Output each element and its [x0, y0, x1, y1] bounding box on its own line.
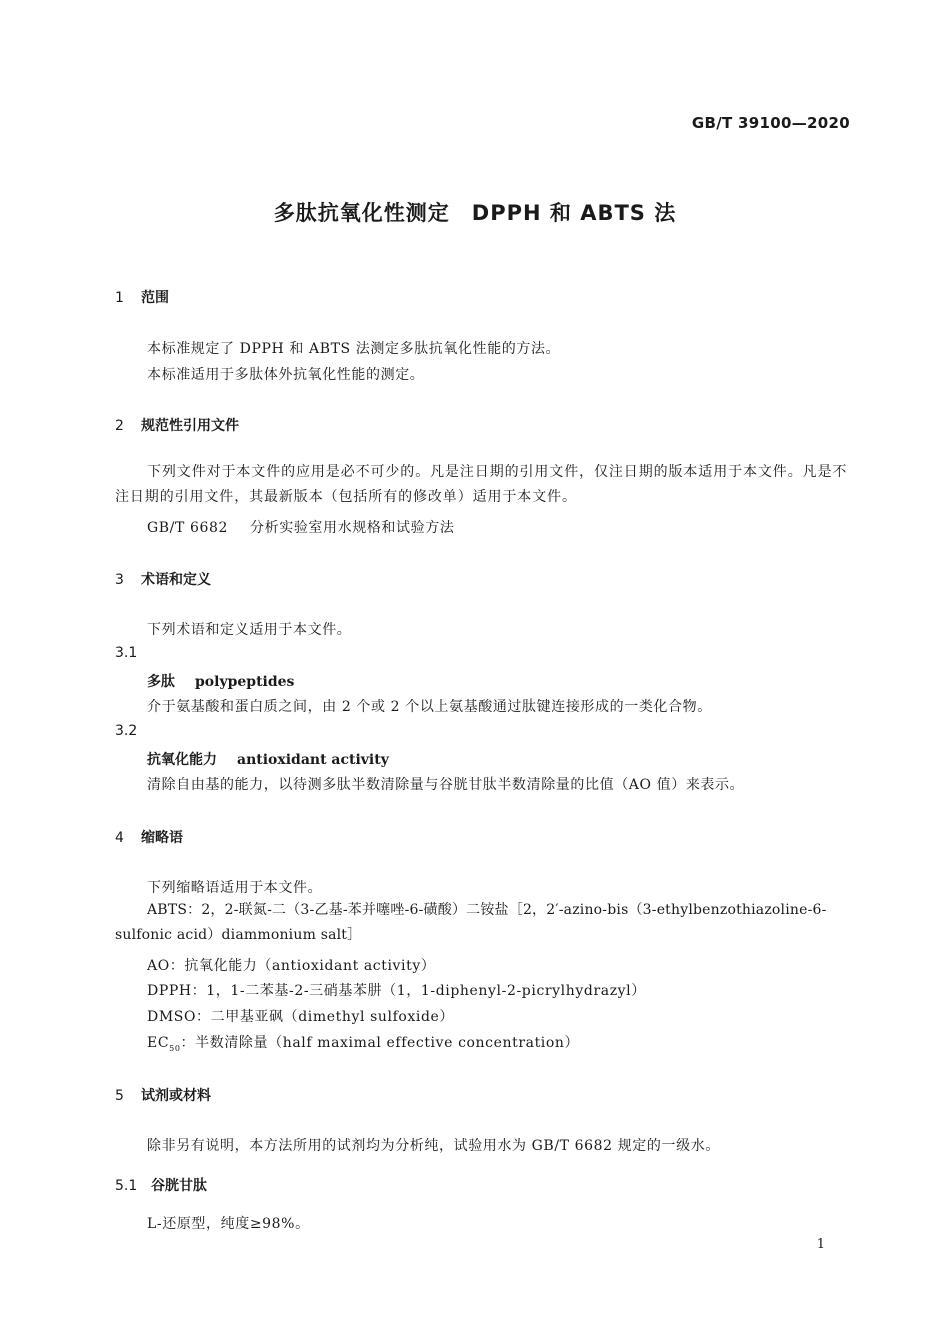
- paragraph: 下列术语和定义适用于本文件。: [147, 622, 352, 638]
- subsection-title: 谷胱甘肽: [151, 1178, 207, 1194]
- term-entry: [147, 671, 294, 691]
- section-title: 范围: [141, 290, 169, 306]
- term-number: 3.2: [115, 723, 138, 739]
- ec-subscript: 50: [169, 1043, 181, 1053]
- section-number: 2: [115, 418, 124, 434]
- section-1-heading: [115, 287, 169, 307]
- paragraph: 本标准规定了 DPPH 和 ABTS 法测定多肽抗氧化性能的方法。: [147, 341, 561, 357]
- section-5-heading: [115, 1085, 211, 1105]
- normative-reference: [147, 517, 454, 537]
- term-definition: 介于氨基酸和蛋白质之间，由 2 个或 2 个以上氨基酸通过肽键连接形成的一类化合物。: [147, 699, 712, 715]
- section-number: 4: [115, 830, 124, 846]
- abbreviation-ec50: [147, 1032, 579, 1053]
- abbreviation-dmso: DMSO：二甲基亚砜（dimethyl sulfoxide）: [147, 1009, 455, 1025]
- paragraph: L-还原型，纯度≥98%。: [147, 1216, 310, 1232]
- term-definition: 清除自由基的能力，以待测多肽半数清除量与谷胱甘肽半数清除量的比值（AO 值）来表示。: [147, 777, 745, 793]
- reference-code: GB/T 6682: [147, 520, 229, 536]
- term-number: 3.1: [115, 645, 138, 661]
- abbreviation-dpph: DPPH：1，1-二苯基-2-三硝基苯肼（1，1-diphenyl-2-picrylhydrazyl）: [147, 983, 646, 999]
- term-en: polypeptides: [195, 674, 295, 690]
- subsection-5-1-heading: [115, 1175, 207, 1195]
- ec-description: ：半数清除量（half maximal effective concentration）: [180, 1035, 580, 1051]
- section-number: 5: [115, 1088, 124, 1104]
- paragraph: 除非另有说明，本方法所用的试剂均为分析纯，试验用水为 GB/T 6682 规定的一级水。: [147, 1138, 720, 1154]
- section-title: 规范性引用文件: [141, 418, 239, 434]
- reference-title: 分析实验室用水规格和试验方法: [250, 520, 455, 536]
- abbreviation-ao: AO：抗氧化能力（antioxidant activity）: [147, 958, 436, 974]
- page-number: 1: [816, 1237, 825, 1252]
- section-number: 1: [115, 290, 124, 306]
- term-zh: 抗氧化能力: [147, 752, 217, 768]
- section-3-heading: [115, 569, 211, 589]
- paragraph: 下列文件对于本文件的应用是必不可少的。凡是注日期的引用文件，仅注日期的版本适用于本文件。凡是不注日期的引用文件，其最新版本（包括所有的修改单）适用于本文件。: [115, 464, 848, 505]
- section-title: 缩略语: [141, 830, 183, 846]
- standard-code: GB/T 39100—2020: [691, 114, 850, 132]
- ec-prefix: EC: [147, 1035, 170, 1051]
- paragraph: 下列缩略语适用于本文件。: [147, 880, 323, 896]
- section-title: 术语和定义: [141, 572, 211, 588]
- subsection-number: 5.1: [115, 1178, 138, 1194]
- term-entry: [147, 749, 389, 769]
- document-title: 多肽抗氧化性测定 DPPH 和 ABTS 法: [273, 201, 677, 225]
- section-title: 试剂或材料: [141, 1088, 211, 1104]
- term-zh: 多肽: [147, 674, 175, 690]
- section-number: 3: [115, 572, 124, 588]
- paragraph: 本标准适用于多肽体外抗氧化性能的测定。: [147, 367, 425, 383]
- section-4-heading: [115, 827, 183, 847]
- abbreviation-abts: ABTS：2，2-联氮-二（3-乙基-苯并噻唑-6-磺酸）二铵盐［2，2′-azino-bis（3-ethylbenzothiazoline-6-sulfonic acid）diammonium salt］: [115, 902, 827, 943]
- section-2-heading: [115, 415, 239, 435]
- term-en: antioxidant activity: [237, 752, 389, 768]
